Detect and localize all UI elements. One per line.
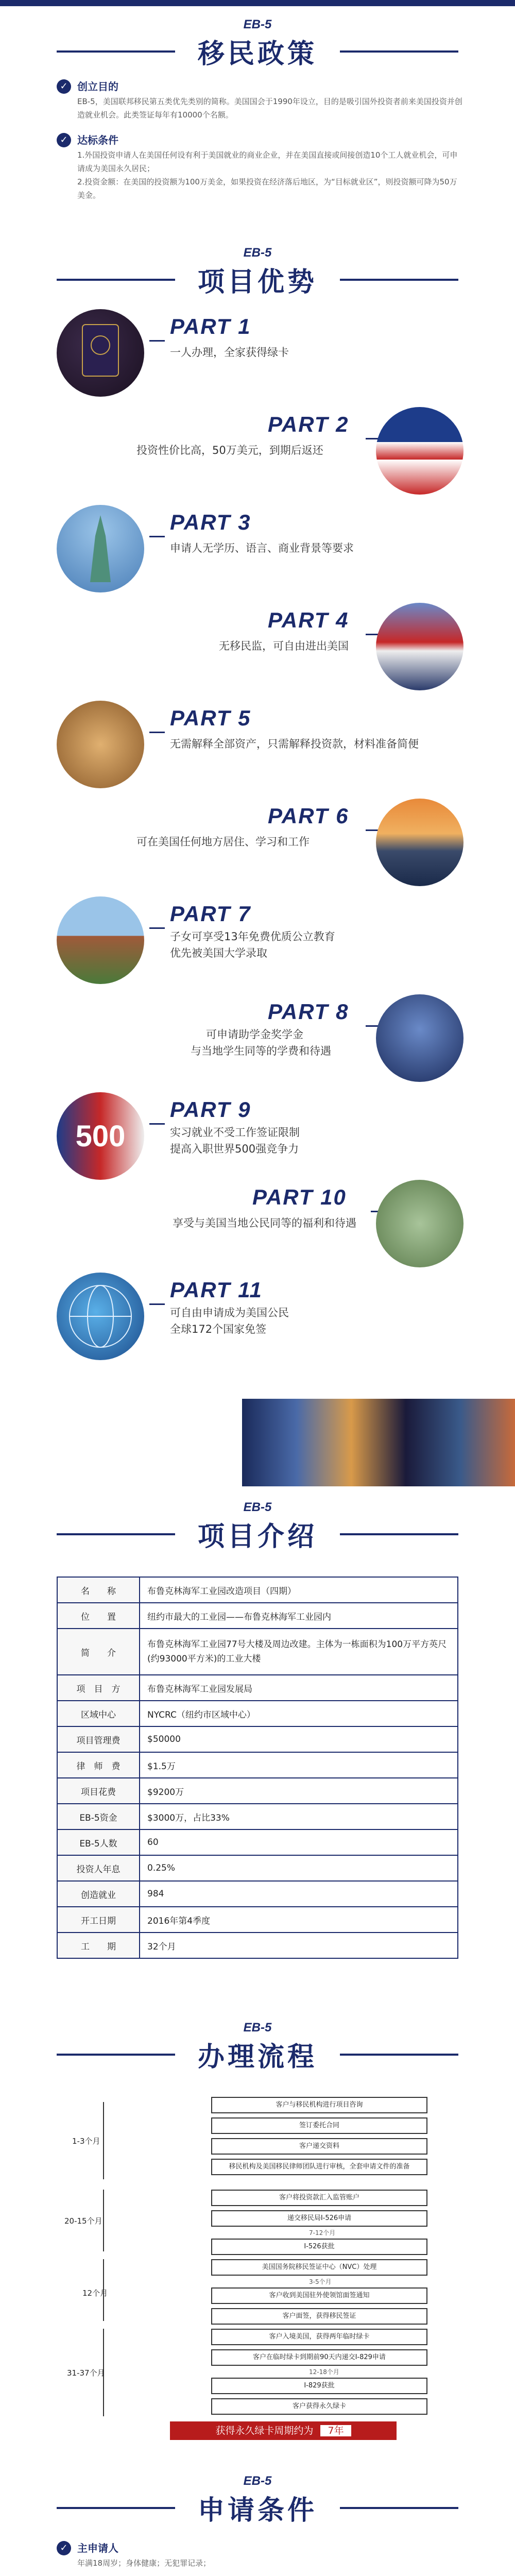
part-label: PART 2 [268, 412, 349, 436]
item-text: 年满18周岁；身体健康；无犯罪记录； [77, 2558, 211, 2568]
top-bar [0, 0, 515, 6]
part-text: 申请人无学历、语言、商业背景等要求 [170, 542, 354, 554]
part-label: PART 4 [268, 608, 349, 632]
section-title: 申请条件 [197, 2495, 317, 2526]
table-row [57, 1829, 458, 1855]
requirement-item [0, 2540, 515, 2570]
policy-list [0, 78, 515, 202]
item-text: 2.投资金额：在美国的投资额为100万美金，如果投资在经济落后地区，为“目标就业区”，则投资额可降为50万美金。 [77, 177, 457, 200]
table-row [57, 1752, 458, 1778]
part-text: 无需解释全部资产，只需解释投资款，材料准备简便 [170, 738, 419, 750]
part-dash [149, 1123, 165, 1125]
row-key: 投资人年息 [57, 1855, 140, 1881]
part-label: PART 10 [252, 1185, 347, 1209]
flow-duration-note: 3-5个月 [309, 2278, 332, 2285]
advantage-part-7 [0, 896, 515, 994]
flow-period-label: 20-15个月 [64, 2216, 102, 2226]
flow-duration-note: 12-18个月 [309, 2368, 339, 2376]
table-row [57, 1726, 458, 1752]
row-key: 项 目 方 [57, 1675, 140, 1701]
part-text: 实习就业不受工作签证限制 [170, 1126, 300, 1139]
section-tag: EB-5 [243, 18, 272, 31]
row-key: 创造就业 [57, 1881, 140, 1907]
section-title: 移民政策 [197, 39, 317, 70]
globe-image [57, 1273, 144, 1360]
item-title: 创立目的 [77, 80, 118, 93]
row-value: 60 [140, 1829, 458, 1855]
check-icon: ✓ [57, 133, 71, 147]
row-value: 2016年第4季度 [140, 1907, 458, 1933]
advantage-part-2 [0, 407, 515, 505]
thumbs-up-flag-image [376, 407, 464, 495]
divider-right [340, 50, 458, 53]
section-title: 办理流程 [197, 2042, 317, 2073]
city-skyline-image [376, 799, 464, 886]
part-label: PART 9 [170, 1097, 251, 1122]
flow-step: 客户面签，获得移民签证 [211, 2308, 427, 2325]
row-value: 布鲁克林海军工业园改造项目（四期） [140, 1577, 458, 1603]
flow-period-label: 12个月 [82, 2289, 108, 2298]
row-value: 984 [140, 1881, 458, 1907]
table-row [57, 1855, 458, 1881]
section-advantages-header [0, 234, 515, 312]
table-row [57, 1933, 458, 1958]
part-dash [149, 1303, 165, 1305]
part-text: 子女可享受13年免费优质公立教育 [170, 930, 335, 943]
row-key: 区域中心 [57, 1701, 140, 1726]
fortune-500-image [57, 1092, 144, 1180]
flow-period-label: 31-37个月 [67, 2368, 105, 2378]
section-requirements-header [0, 2463, 515, 2540]
part-dash [149, 732, 165, 733]
flow-bracket [103, 2190, 104, 2251]
row-value: 布鲁克林海军工业园发展局 [140, 1675, 458, 1701]
requirements-list [0, 2540, 515, 2576]
item-text: 1.外国投资申请人在美国任何设有利于美国就业的商业企业，并在美国直接或间接创造10个工人就业机会，可申请成为美国永久居民； [77, 150, 458, 173]
divider-right [340, 279, 458, 281]
table-row [57, 1629, 458, 1675]
svg-text:500: 500 [75, 1120, 126, 1153]
part-text: 无移民监，可自由进出美国 [219, 640, 349, 652]
advantage-part-11 [0, 1273, 515, 1370]
row-key: EB-5人数 [57, 1829, 140, 1855]
part-text: 可自由申请成为美国公民 [170, 1307, 289, 1319]
policy-item-conditions [0, 132, 515, 202]
row-value: 布鲁克林海军工业园77号大楼及周边改建。主体为一栋面积为100万平方英尺(约93000平方米)的工业大楼 [140, 1629, 458, 1675]
flow-step: 客户递交资料 [211, 2138, 427, 2155]
statue-of-liberty-image [57, 505, 144, 592]
advantage-part-5 [0, 701, 515, 799]
part-dash [149, 927, 165, 929]
table-row [57, 1603, 458, 1629]
flow-period-label: 1-3个月 [72, 2137, 100, 2146]
part-dash [149, 536, 165, 537]
part-label: PART 3 [170, 510, 251, 534]
advantage-part-6 [0, 799, 515, 896]
flow-step: 客户将投资款汇入监管账户 [211, 2190, 427, 2206]
section-tag: EB-5 [243, 2474, 272, 2488]
part-label: PART 7 [170, 902, 251, 926]
row-value: $1.5万 [140, 1752, 458, 1778]
section-process-header [0, 2009, 515, 2087]
part-text: 全球172个国家免签 [170, 1323, 267, 1335]
item-text: EB-5，美国联邦移民第五类优先类别的简称。美国国会于1990年设立，目的是吸引国外投资者前来美国投资并创造就业机会。此类签证每年有10000个名额。 [77, 97, 462, 120]
row-key: 简 介 [57, 1629, 140, 1675]
part-text: 一人办理，全家获得绿卡 [170, 346, 289, 359]
row-value: $9200万 [140, 1778, 458, 1804]
city-collage-image [242, 1399, 515, 1486]
row-key: 项目管理费 [57, 1726, 140, 1752]
advantage-part-10 [0, 1180, 515, 1278]
row-key: 项目花费 [57, 1778, 140, 1804]
row-key: 律 师 费 [57, 1752, 140, 1778]
dollars-image [376, 1180, 464, 1267]
coins-image [57, 701, 144, 788]
advantage-part-9 [0, 1092, 515, 1190]
advantage-part-3 [0, 505, 515, 603]
table-row [57, 1881, 458, 1907]
section-tag: EB-5 [243, 1500, 272, 1514]
part-label: PART 6 [268, 804, 349, 828]
section-tag: EB-5 [243, 246, 272, 260]
check-icon: ✓ [57, 79, 71, 94]
process-flow [0, 2097, 515, 2447]
flow-step: I-526获批 [211, 2239, 427, 2255]
flow-step: 美国国务院移民签证中心（NVC）处理 [211, 2259, 427, 2276]
project-table [57, 1577, 458, 1959]
flow-step: 客户与移民机构进行项目咨询 [211, 2097, 427, 2113]
result-value: 7年 [320, 2425, 351, 2436]
item-title: 主申请人 [77, 2542, 118, 2554]
row-key: 位 置 [57, 1603, 140, 1629]
item-title: 达标条件 [77, 134, 118, 146]
table-row [57, 1577, 458, 1603]
part-text: 优先被美国大学录取 [170, 947, 267, 959]
part-text: 提高入职世界500强竞争力 [170, 1143, 299, 1155]
table-row [57, 1804, 458, 1829]
advantages-list [0, 309, 515, 1406]
part-text: 可申请助学金奖学金 [206, 1028, 303, 1041]
section-title: 项目介绍 [197, 1521, 317, 1552]
part-text: 与当地学生同等的学费和待遇 [191, 1045, 331, 1057]
part-label: PART 11 [170, 1278, 263, 1302]
row-key: 工 期 [57, 1933, 140, 1958]
capitol-flag-image [376, 603, 464, 690]
row-key: EB-5资金 [57, 1804, 140, 1829]
flow-step: 客户获得永久绿卡 [211, 2398, 427, 2415]
row-value: 纽约市最大的工业园——布鲁克林海军工业园内 [140, 1603, 458, 1629]
row-value: NYCRC（纽约市区域中心） [140, 1701, 458, 1726]
advantage-part-1 [0, 309, 515, 407]
part-label: PART 5 [170, 706, 251, 730]
table-row [57, 1907, 458, 1933]
row-value: 0.25% [140, 1855, 458, 1881]
row-key: 名 称 [57, 1577, 140, 1603]
graduates-image [376, 994, 464, 1082]
university-image [57, 896, 144, 984]
part-text: 可在美国任何地方居住、学习和工作 [136, 836, 310, 848]
section-policy-header [0, 6, 515, 78]
row-value: 32个月 [140, 1933, 458, 1958]
part-text: 投资性价比高，50万美元，到期后返还 [136, 444, 323, 456]
policy-item-purpose [0, 78, 515, 122]
divider-right [340, 2054, 458, 2056]
advantage-part-4 [0, 603, 515, 701]
section-tag: EB-5 [243, 2021, 272, 2035]
row-value: $3000万，占比33% [140, 1804, 458, 1829]
table-row [57, 1778, 458, 1804]
flow-step: 客户在临时绿卡到期前90天内递交I-829申请 [211, 2349, 427, 2366]
advantage-part-8 [0, 994, 515, 1092]
row-value: $50000 [140, 1726, 458, 1752]
part-label: PART 1 [170, 314, 251, 338]
section-project-header [0, 1489, 515, 1566]
part-label: PART 8 [268, 999, 349, 1024]
row-key: 开工日期 [57, 1907, 140, 1933]
flow-step: 客户收到美国驻外使领馆面签通知 [211, 2287, 427, 2304]
flow-duration-note: 7-12个月 [309, 2229, 336, 2236]
divider-right [340, 2507, 458, 2509]
flow-step: 客户入境美国，获得两年临时绿卡 [211, 2329, 427, 2345]
table-row [57, 1701, 458, 1726]
part-text: 享受与美国当地公民同等的福利和待遇 [173, 1217, 356, 1229]
check-icon: ✓ [57, 2541, 71, 2555]
flow-step: 递交移民局I-526申请 [211, 2210, 427, 2227]
flow-step: I-829获批 [211, 2378, 427, 2394]
result-banner [170, 2421, 397, 2440]
flow-step: 移民机构及美国移民律师团队进行审核，全套申请文件的准备 [211, 2159, 427, 2175]
result-label: 获得永久绿卡周期约为 [215, 2425, 314, 2436]
part-dash [149, 340, 165, 342]
divider-right [340, 1533, 458, 1535]
flow-step: 签订委托合同 [211, 2117, 427, 2134]
table-row [57, 1675, 458, 1701]
flow-bracket [103, 2102, 104, 2179]
passport-image [57, 309, 144, 397]
section-title: 项目优势 [197, 267, 317, 298]
